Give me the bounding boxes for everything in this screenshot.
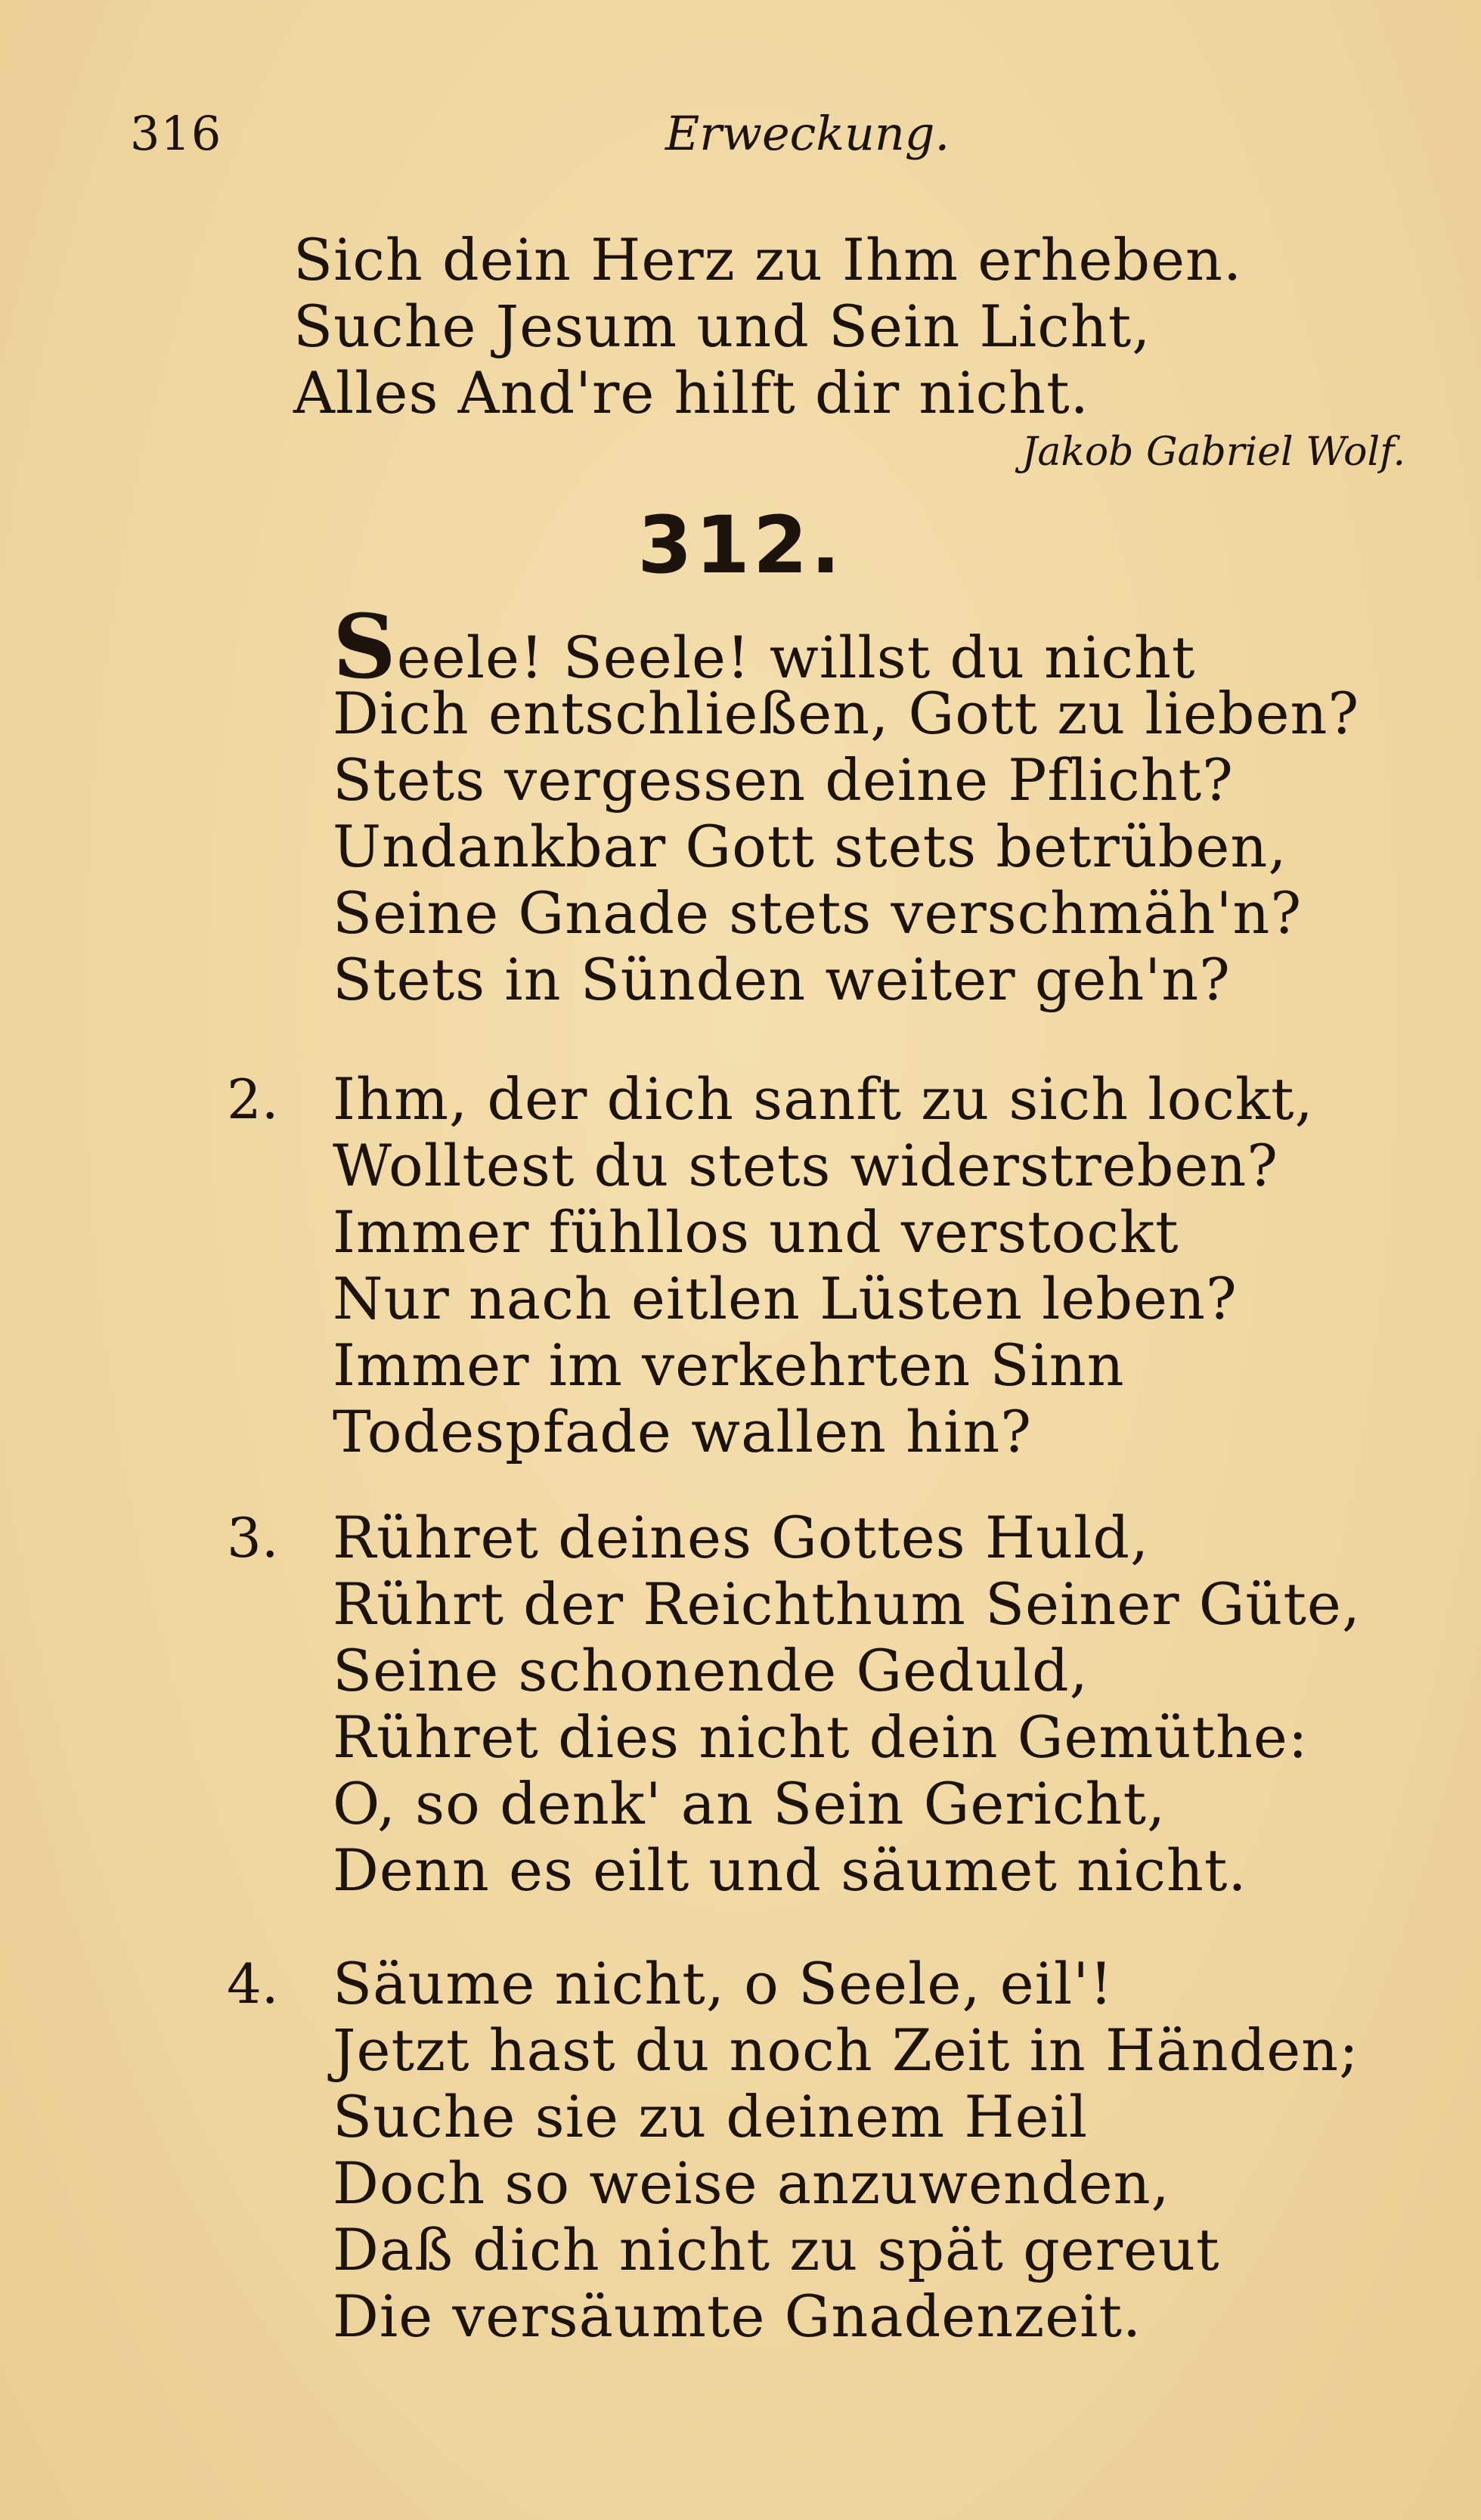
verse-line: Die versäumte Gnadenzeit. — [333, 2283, 1142, 2350]
stanza-1 — [333, 596, 1360, 1013]
verse-line: Rühret deines Gottes Huld, — [333, 1504, 1150, 1571]
verse-line: Denn es eilt und säumet nicht. — [333, 1837, 1247, 1904]
verse-line: Alles And're hilft dir nicht. — [293, 359, 1089, 426]
running-title: Erweckung. — [665, 106, 950, 161]
first-line-text: eele! Seele! willst du nicht — [396, 624, 1196, 691]
stanza-4 — [227, 1950, 1359, 2350]
hymn-number: 312. — [637, 499, 844, 591]
verse-line: Stets vergessen deine Pflicht? — [333, 746, 1234, 814]
stanza-number: 2. — [227, 1068, 279, 1131]
verse-line: Doch so weise anzuwenden, — [333, 2150, 1170, 2217]
stanza-3 — [227, 1504, 1362, 1904]
verse-line: Rühret dies nicht dein Gemüthe: — [333, 1703, 1309, 1771]
page-number: 316 — [130, 106, 222, 161]
verse-line: Seine schonende Geduld, — [333, 1637, 1089, 1704]
verse-line: Undankbar Gott stets betrüben, — [333, 813, 1287, 880]
verse-line: Stets in Sünden weiter geh'n? — [333, 946, 1231, 1013]
verse-line: Rührt der Reichthum Seiner Güte, — [333, 1570, 1362, 1638]
drop-cap: S — [333, 596, 397, 699]
verse-line: Sich dein Herz zu Ihm erheben. — [293, 226, 1243, 293]
stanza-number: 4. — [227, 1952, 279, 2016]
verse-line: Dich entschließen, Gott zu lieben? — [333, 680, 1360, 747]
verse-line: Nur nach eitlen Lüsten leben? — [333, 1265, 1238, 1332]
author-attribution: Jakob Gabriel Wolf. — [1021, 429, 1405, 475]
stanza-number: 3. — [227, 1506, 279, 1570]
stanza-2 — [227, 1065, 1314, 1465]
verse-line: Jetzt hast du noch Zeit in Händen; — [333, 2016, 1359, 2084]
verse-line: O, so denk' an Sein Gericht, — [333, 1770, 1167, 1837]
verse-line: Suche Jesum und Sein Licht, — [293, 293, 1151, 360]
verse-line: Immer im verkehrten Sinn — [333, 1331, 1125, 1399]
verse-line: Säume nicht, o Seele, eil'! — [333, 1950, 1114, 2017]
verse-line: Immer fühllos und verstockt — [333, 1198, 1179, 1266]
verse-line: Seine Gnade stets verschmäh'n? — [333, 879, 1303, 947]
previous-hymn-ending — [293, 227, 1242, 426]
verse-line: Todespfade wallen hin? — [333, 1398, 1033, 1465]
verse-line: Suche sie zu deinem Heil — [333, 2083, 1089, 2150]
verse-line: Daß dich nicht zu spät gereut — [333, 2216, 1220, 2283]
verse-line — [333, 596, 1359, 699]
verse-line: Wolltest du stets widerstreben? — [333, 1132, 1279, 1199]
verse-line: Ihm, der dich sanft zu sich lockt, — [333, 1065, 1314, 1133]
